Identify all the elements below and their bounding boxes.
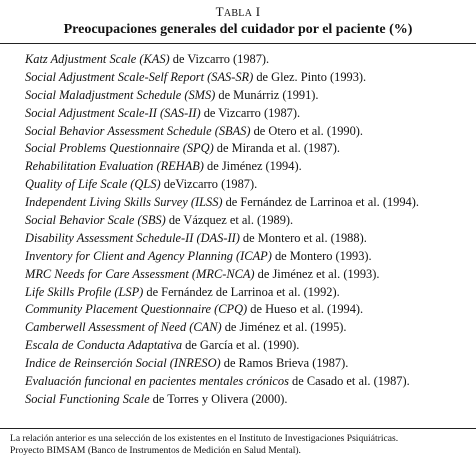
scale-source: de Jiménez et al. (1995). — [221, 320, 347, 335]
scale-source: de Hueso et al. (1994). — [247, 302, 364, 317]
list-item — [25, 140, 419, 158]
scale-name: Camberwell Assessment of Need (CAN) — [25, 320, 222, 335]
list-item — [25, 373, 419, 391]
scale-source: de Fernández de Larrinoa et al. (1992). — [143, 284, 340, 299]
list-item — [25, 51, 419, 69]
scale-source: de Ramos Brieva (1987). — [220, 356, 349, 371]
scale-name: Social Behavior Assessment Schedule (SBAS) — [25, 123, 251, 138]
scale-name: Social Problems Questionnaire (SPQ) — [25, 141, 214, 156]
scale-name: Disability Assessment Schedule-II (DAS-II) — [25, 230, 240, 245]
scale-source: de Casado et al. (1987). — [288, 374, 410, 389]
table-title: Preocupaciones generales del cuidador por el paciente (%) — [63, 22, 413, 37]
scale-source: de Fernández de Larrinoa et al. (1994). — [222, 195, 419, 210]
list-item — [25, 194, 419, 212]
table-label-number: I — [255, 4, 261, 19]
scale-name: MRC Needs for Care Assessment (MRC-NCA) — [25, 266, 255, 281]
scale-name: Life Skills Profile (LSP) — [25, 284, 144, 299]
list-item — [25, 319, 419, 337]
list-item — [25, 266, 419, 284]
list-item — [25, 248, 419, 266]
table-label — [0, 4, 476, 20]
scale-name: Community Placement Questionnaire (CPQ) — [25, 302, 248, 317]
scale-name: Indice de Reinserción Social (INRESO) — [25, 356, 221, 371]
scale-source: de Torres y Olivera (2000). — [149, 391, 288, 406]
scale-name: Katz Adjustment Scale (KAS) — [25, 52, 170, 66]
scale-name: Social Maladjustment Schedule (SMS) — [25, 87, 216, 102]
list-item — [25, 230, 419, 248]
list-item — [25, 123, 419, 141]
scale-source: de Otero et al. (1990). — [250, 123, 364, 138]
footnote-line-2: Proyecto BIMSAM (Banco de Instrumentos de Medición en Salud Mental). — [10, 444, 301, 456]
list-item — [25, 391, 419, 409]
bottom-rule — [0, 428, 476, 429]
list-item — [25, 337, 419, 355]
list-item — [25, 87, 419, 105]
scale-name: Quality of Life Scale (QLS) — [25, 177, 161, 192]
list-item — [25, 355, 419, 373]
scale-source: deVizcarro (1987). — [160, 177, 258, 192]
table-footnote — [10, 433, 398, 456]
list-item — [25, 212, 419, 230]
scale-source: de Montero (1993). — [271, 248, 372, 263]
scale-source: de Glez. Pinto (1993). — [253, 69, 367, 84]
list-item — [25, 284, 419, 302]
scale-name: Rehabilitation Evaluation (REHAB) — [25, 159, 204, 174]
table-label-smallcaps: ABLA — [223, 8, 253, 19]
scale-source: de Montero et al. (1988). — [239, 230, 367, 245]
scale-source: de García et al. (1990). — [182, 338, 300, 353]
scale-name: Social Adjustment Scale-Self Report (SAS-SR) — [25, 69, 254, 84]
scale-name: Social Functioning Scale — [25, 391, 150, 406]
footnote-line-1: La relación anterior es una selección de los existentes en el Instituto de Investigaciones Psiquiátricas. — [10, 433, 399, 444]
list-item — [25, 301, 419, 319]
list-item — [25, 69, 419, 87]
scale-list — [25, 51, 419, 409]
scale-source: de Vázquez et al. (1989). — [165, 213, 294, 228]
scale-source: de Jiménez (1994). — [203, 159, 302, 174]
list-item — [25, 176, 419, 194]
list-item — [25, 158, 419, 176]
scale-source: de Vizcarro (1987). — [169, 52, 270, 66]
top-rule — [0, 43, 476, 44]
scale-source: de Munárriz (1991). — [215, 87, 319, 102]
scale-name: Escala de Conducta Adaptativa — [25, 338, 183, 353]
scale-name: Evaluación funcional en pacientes mentales crónicos — [25, 374, 289, 389]
scale-name: Independent Living Skills Survey (ILSS) — [25, 195, 223, 210]
scale-source: de Jiménez et al. (1993). — [254, 266, 380, 281]
scale-source: de Miranda et al. (1987). — [213, 141, 340, 156]
list-item — [25, 105, 419, 123]
scale-name: Social Adjustment Scale-II (SAS-II) — [25, 105, 201, 120]
scale-name: Inventory for Client and Agency Planning (ICAP) — [25, 248, 272, 263]
scale-source: de Vizcarro (1987). — [200, 105, 301, 120]
table-label-initial: T — [215, 4, 224, 19]
scale-name: Social Behavior Scale (SBS) — [25, 213, 166, 228]
